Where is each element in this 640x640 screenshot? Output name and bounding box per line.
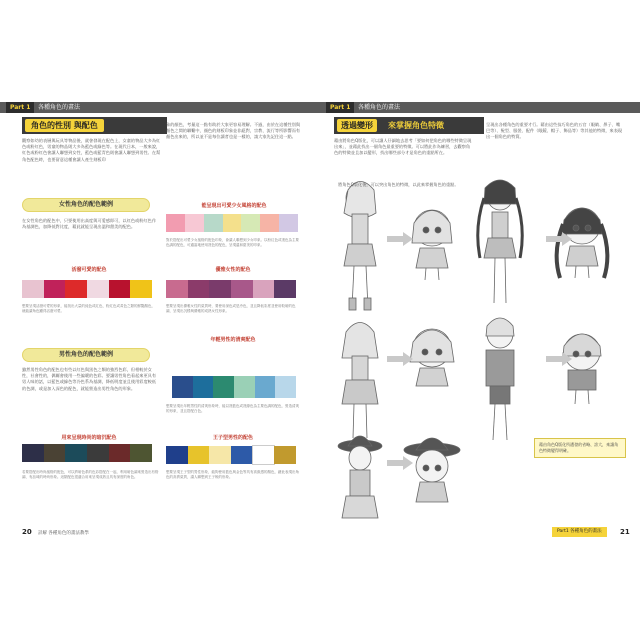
deform-title-a: 透過變形 xyxy=(337,119,377,132)
arrow-icon-2 xyxy=(546,232,572,246)
male-text: 雖然男性角色的配色也有些以紅色與黑色之類的強烈色彩，但相較於女性，社會性的，偶爾會使用一些偏暖的色彩。要讓男性角色看起來更具有男人味的話，以藍色或綠色等冷色系為基調，降低明度並且使用彩度較低的色調，或是加入深色的配色，就能營造出男性角色的形象。 xyxy=(22,367,157,391)
color-swatch xyxy=(166,446,188,464)
character-illustrations xyxy=(330,168,630,523)
dark-swatches xyxy=(22,444,152,462)
right-header-tag: Part 1 xyxy=(326,102,354,113)
color-swatch xyxy=(209,280,231,298)
arrow-icon-4 xyxy=(546,352,572,366)
right-header-title: 各種角色的畫法 xyxy=(358,104,401,111)
color-swatch xyxy=(87,444,109,462)
cowgirl-full-figure xyxy=(338,436,382,518)
dark-title: 用來呈現時尚的暗沉配色 xyxy=(61,435,117,441)
female-heading: 女性角色的配色範例 xyxy=(22,198,150,212)
color-swatch xyxy=(193,376,214,398)
left-page-number: 20 xyxy=(22,528,32,536)
girl-fashion-note: 對於搭配出可愛少女風格的配色印象，會讓人聯想到少女印象。以粉紅色或淺色為主要色調的配色，可適當地使用淺色的配色，呈現溫和甜美的印象。 xyxy=(166,238,299,247)
left-header-title: 各種角色的畫法 xyxy=(38,104,81,111)
elegant-title: 優雅女性的配色 xyxy=(215,267,251,273)
male-heading: 男性角色的配色範例 xyxy=(22,348,150,362)
right-page xyxy=(320,84,640,556)
elegant-swatches xyxy=(166,280,296,298)
yellow-note: 藉由角色Q版化所遭發的省略、誇大，來讓角色特徵變得明確。 xyxy=(534,438,626,458)
young-note: 想要呈現出年輕男性的清爽形象時，能以淺藍色或淺綠色為主要色調的配色，營造清爽的形象，並且搭配白色。 xyxy=(166,404,299,413)
knight-full-figure xyxy=(486,318,514,440)
color-swatch xyxy=(241,214,260,232)
color-swatch xyxy=(22,444,44,462)
color-swatch xyxy=(204,214,223,232)
right-intro-b: 呈現出各種角色的重要才行。藉由這些技巧角色的五官（眼睛、鼻子、嘴巴等）、髮型、服裝、配件（眼鏡、帽子、飾品等）等其他的特徵，來表現出一個角色的特質。 xyxy=(486,122,623,140)
dark-note: 若要搭配出時尚風格的配色，可以將暗色系的色彩搭配在一起，利用暗色調來營造出有格調、有品味的時尚形象。這類配色很適合用來呈現成熟且具有深度的角色。 xyxy=(22,470,159,479)
color-swatch xyxy=(253,280,275,298)
color-swatch xyxy=(275,376,296,398)
book-spread xyxy=(0,84,640,556)
color-swatch xyxy=(260,214,279,232)
cute-title: 活潑可愛的配色 xyxy=(71,267,107,273)
girl-fashion-swatches xyxy=(166,214,298,232)
color-swatch xyxy=(109,444,131,462)
girl-chibi-figure xyxy=(412,210,452,280)
color-swatch xyxy=(166,214,185,232)
color-swatch xyxy=(188,280,210,298)
color-swatch xyxy=(166,280,188,298)
gender-color-title-bar xyxy=(22,117,167,134)
color-swatch xyxy=(223,214,242,232)
deform-title-b: 來掌握角色特徵 xyxy=(388,121,444,130)
twin-tail-full-figure xyxy=(478,180,523,303)
color-swatch xyxy=(130,280,152,298)
color-swatch xyxy=(44,280,66,298)
arrow-icon-1 xyxy=(387,232,413,246)
elegant-note: 想要呈現出優雅女性的氣質時，要使用深色或是冷色，並且降低彩度並使用較暗的色調，呈現出沉穩與優雅的成熟女性形象。 xyxy=(166,304,296,313)
cowgirl-chibi-figure xyxy=(404,438,460,502)
color-swatch xyxy=(234,376,255,398)
prince-note: 想要呈現王子型的男性形象，能夠使用藍色與金色等具有高級感的顏色，藉此表現出角色的高貴氣質，讓人聯想到王子般的形象。 xyxy=(166,470,299,479)
gender-color-title: 角色的性別 與配色 xyxy=(25,119,104,132)
prince-title: 王子型男性的配色 xyxy=(212,435,253,441)
arrow-icon-5 xyxy=(387,456,413,470)
right-header-band xyxy=(320,102,640,113)
color-swatch xyxy=(22,280,44,298)
girl-fashion-title: 能呈現出可愛少女風格的配色 xyxy=(201,203,267,209)
deform-title-bar xyxy=(334,117,484,134)
color-swatch xyxy=(231,446,253,464)
girl2-chibi-figure xyxy=(410,329,454,386)
young-title: 年輕男性的清爽配色 xyxy=(210,337,256,343)
color-swatch xyxy=(255,376,276,398)
figure-caption: 將角色Q版化後，可以突出角色的特徵，以此來掌握角色的重點。 xyxy=(338,182,459,187)
color-swatch xyxy=(188,446,210,464)
color-swatch xyxy=(65,444,87,462)
color-swatch xyxy=(44,444,66,462)
color-swatch xyxy=(65,280,87,298)
left-header-tag: Part 1 xyxy=(6,102,34,113)
intro-text-right: 象的顏色，考量這一點有助於大家更容易理解。不過，由於在這種性別與顏色之間的聯繫中，顏色的刻板印象並非絕對，宗教、流行等所影響而有顏色出來的，所以並不是每位讀者也是一樣的，請大家先記住這一點。 xyxy=(166,122,301,140)
color-swatch xyxy=(87,280,109,298)
color-swatch xyxy=(130,444,152,462)
color-swatch xyxy=(185,214,204,232)
cute-swatches xyxy=(22,280,152,298)
right-page-number: 21 xyxy=(620,528,630,536)
prince-swatches xyxy=(166,446,296,464)
deform-title-b-wrap xyxy=(382,119,450,132)
color-swatch xyxy=(172,376,193,398)
female-text: 在女性角色的配色中，只要使用出高度與可愛感即可，以紅色或粉紅色作為基調色，加降低對比度，藉此就能呈現出溫和甜美的配色。 xyxy=(22,218,157,230)
right-intro-a: 藉由將角色Q版化，可以讓人仔細地去思考「要如何把角色的哪些特徵呈現出來」，並藉此找出一個角色最重要的特徵。可以將此作為練習，去觀察角色的特徵並且加以變形，找出哪些部分才是角色的重點所在。 xyxy=(334,138,472,156)
girl-full-figure xyxy=(344,182,376,311)
color-swatch xyxy=(274,280,296,298)
left-page xyxy=(0,84,320,556)
color-swatch xyxy=(109,280,131,298)
color-swatch xyxy=(253,446,275,464)
color-swatch xyxy=(274,446,296,464)
color-swatch xyxy=(213,376,234,398)
right-footer: Part1 各種角色的畫法 xyxy=(552,527,607,537)
girl2-full-figure xyxy=(342,323,378,439)
arrow-icon-3 xyxy=(387,352,413,366)
intro-text-left: 觀察如幼的表層與玩具等物品後，就會發現在配色上，女童的物品大多為紅色或粉紅色，男童的物品則大多為藍色或綠色等。在現代日本，一般來說，紅色或粉紅色會讓人聯想到女性，藍色或藍青色則會讓人聯想到男性。在幫角色配色時，也要留意這種會讓人產生刻板印 xyxy=(22,138,161,162)
cute-note: 想要呈現活潑可愛的形象，能找出大量的純色或紅色、粉紅色或黃色之類的鮮豔顏色，就能讓角色顯得活潑可愛。 xyxy=(22,304,155,313)
knight-chibi-figure xyxy=(563,334,601,404)
young-swatches xyxy=(172,376,296,398)
color-swatch xyxy=(231,280,253,298)
color-swatch xyxy=(209,446,231,464)
color-swatch xyxy=(279,214,298,232)
left-footer: 詳解 各種角色的畫法教學 xyxy=(38,531,89,536)
left-header-band xyxy=(0,102,320,113)
